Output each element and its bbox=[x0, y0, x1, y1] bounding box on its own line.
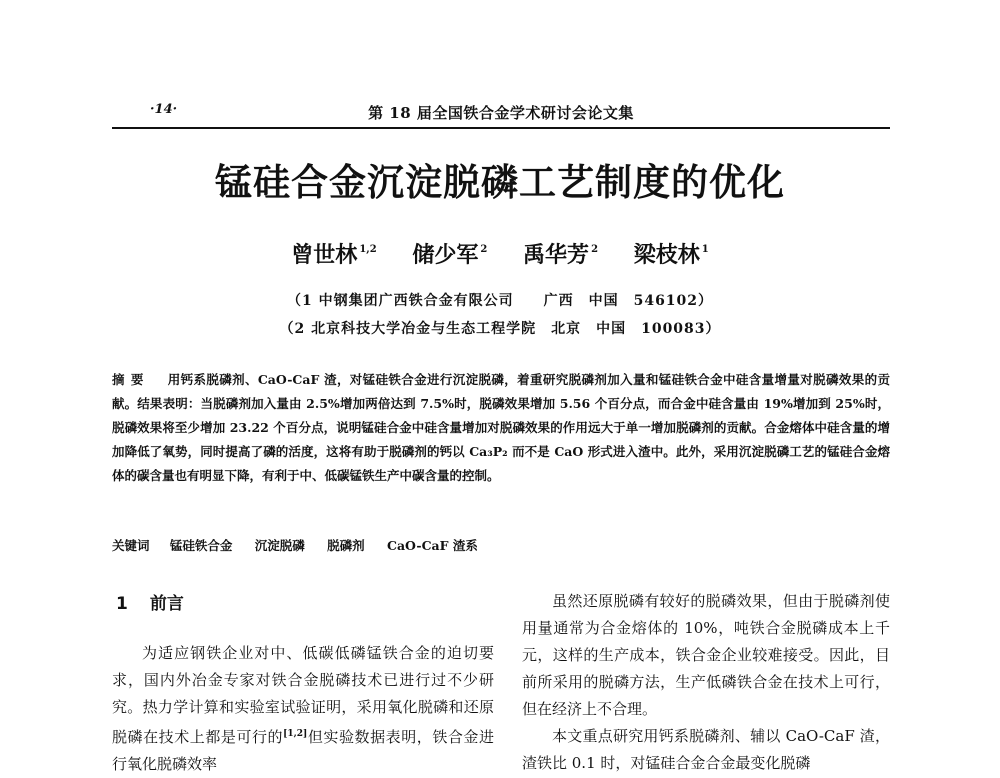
keyword: CaO-CaF 渣系 bbox=[387, 538, 478, 553]
abstract-text: 用钙系脱磷剂、CaO-CaF 渣，对锰硅铁合金进行沉淀脱磷，着重研究脱磷剂加入量和锰硅铁合金中硅含量增量对脱磷效果的贡献。结果表明：当脱磷剂加入量由 2.5%增加两倍达到 7.5%时，脱磷效果增加 5.56 个百分点，而合金中硅含量由 19%增加到 25%时，脱磷效果将至少增加 23.22 个百分点，说明锰硅合金中硅含量增加对脱磷效果的作用远大于单一增加脱磷剂的贡献。合金熔体中硅含量的增加降低了氧势，同时提高了磷的活度，这将有助于脱磷剂的钙以 Ca₃P₂ 而不是 CaO 形式进入渣中。此外，采用沉淀脱磷工艺的锰硅合金熔体的碳含量也有明显下降，有利于中、低碳锰铁生产中碳含量的控制。 bbox=[112, 372, 890, 483]
left-column bbox=[112, 640, 494, 778]
keywords bbox=[112, 536, 890, 554]
journal-title: 第 18 届全国铁合金学术研讨会论文集 bbox=[368, 104, 634, 122]
author: 储少军 $^2$ bbox=[412, 242, 488, 268]
section-title: 前言 bbox=[149, 594, 184, 614]
affiliation-1: （1 中钢集团广西铁合金有限公司 广西 中国 546102） bbox=[286, 293, 714, 309]
keyword: 脱磷剂 bbox=[327, 538, 365, 553]
section-number: 1 bbox=[116, 594, 128, 614]
paragraph: 为适应钢铁企业对中、低碳低磷锰铁合金的迫切要求，国内外冶金专家对铁合金脱磷技术已进行过不少研究。热力学计算和实验室试验证明，采用氧化脱磷和还原脱磷在技术上都是可行的[1,2]但实验数据表明，铁合金进行氧化脱磷效率 bbox=[112, 644, 494, 773]
header-rule bbox=[112, 127, 890, 129]
author-list bbox=[0, 238, 1000, 269]
abstract-label: 摘要 bbox=[112, 372, 150, 387]
affiliation-2: （2 北京科技大学冶金与生态工程学院 北京 中国 100083） bbox=[279, 321, 721, 337]
citation: [1,2] bbox=[283, 729, 308, 739]
author: 梁枝林 $^1$ bbox=[633, 242, 709, 268]
page-number: ·14· bbox=[150, 102, 178, 117]
paper-title: 锰硅合金沉淀脱磷工艺制度的优化 bbox=[215, 161, 785, 204]
right-column bbox=[522, 588, 890, 777]
author: 曾世林 $^{1,2}$ bbox=[291, 242, 377, 268]
keyword: 锰硅铁合金 bbox=[169, 538, 233, 553]
paragraph: 虽然还原脱磷有较好的脱磷效果，但由于脱磷剂使用量通常为合金熔体的 10%，吨铁合金脱磷成本上千元，这样的生产成本，铁合金企业较难接受。因此，目前所采用的脱磷方法，生产低磷铁合金在技术上可行，但在经济上不合理。 bbox=[522, 592, 890, 718]
running-header bbox=[112, 102, 890, 124]
paragraph: 本文重点研究用钙系脱磷剂、辅以 CaO-CaF 渣，渣铁比 0.1 时，对锰硅合金合金最变化脱磷 bbox=[522, 727, 890, 772]
section-heading bbox=[116, 589, 184, 614]
keyword: 沉淀脱磷 bbox=[254, 538, 305, 553]
abstract bbox=[112, 368, 890, 488]
keywords-label: 关键词 bbox=[112, 538, 150, 553]
author: 禹华芳 $^2$ bbox=[523, 242, 599, 268]
